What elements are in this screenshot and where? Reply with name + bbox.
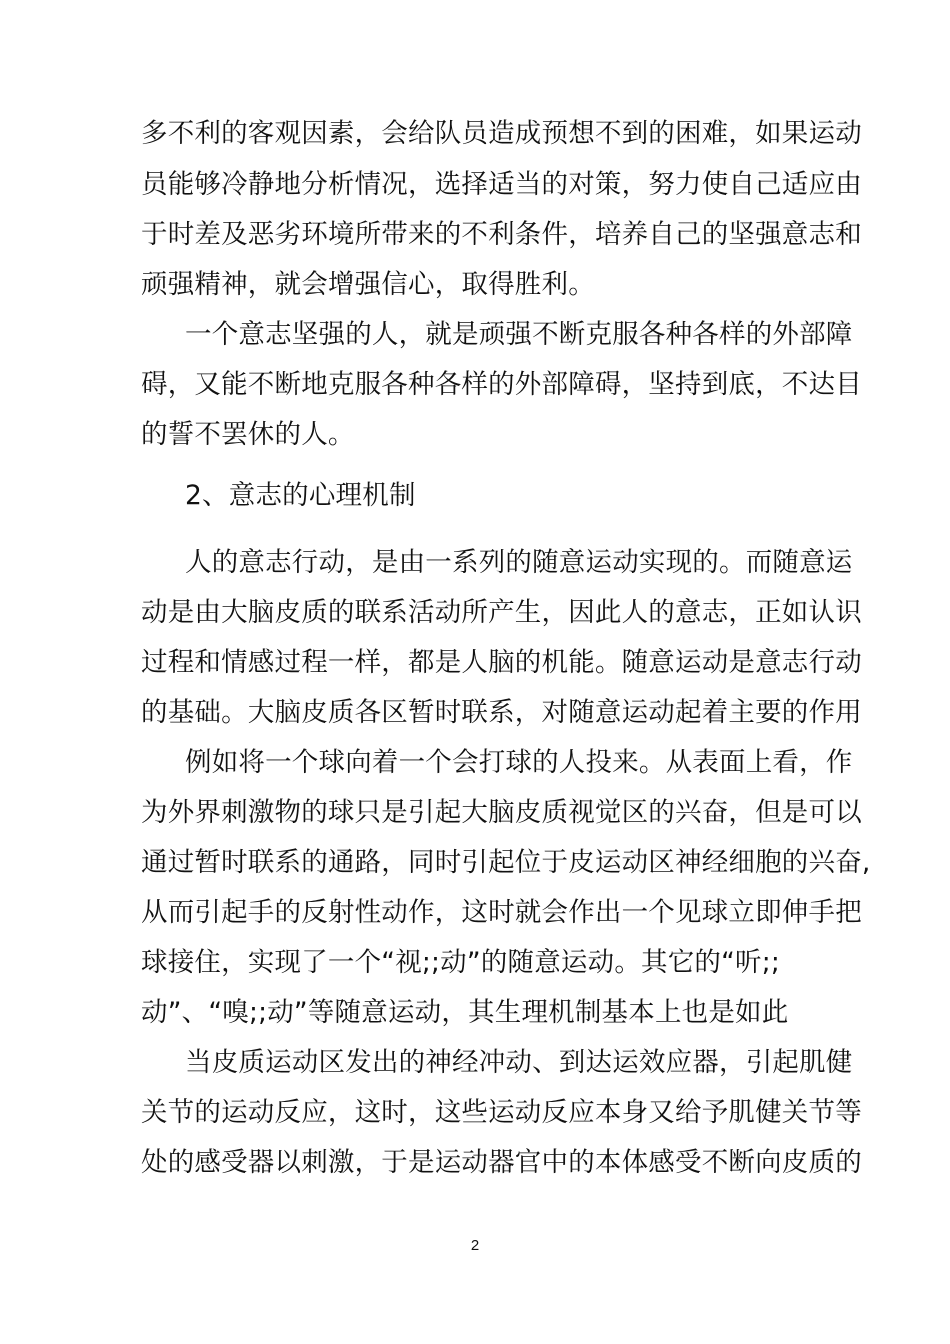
paragraph-line: 的誓不罢休的人。 [141, 419, 355, 450]
paragraph-line: 一个意志坚强的人，就是顽强不断克服各种各样的外部障 [185, 319, 853, 350]
paragraph-line: 通过暂时联系的通路，同时引起位于皮运动区神经细胞的兴奋, [141, 847, 871, 878]
paragraph-line: 人的意志行动，是由一系列的随意运动实现的。而随意运 [185, 547, 853, 578]
paragraph-line: 多不利的客观因素，会给队员造成预想不到的困难，如果运动 [141, 118, 862, 149]
paragraph-line: 为外界刺激物的球只是引起大脑皮质视觉区的兴奋，但是可以 [141, 797, 862, 828]
paragraph-line: 动”、“嗅;;动”等随意运动，其生理机制基本上也是如此 [141, 997, 789, 1028]
paragraph-line: 例如将一个球向着一个会打球的人投来。从表面上看，作 [185, 747, 853, 778]
paragraph-line: 碍，又能不断地克服各种各样的外部障碍，坚持到底，不达目 [141, 369, 862, 400]
paragraph-line: 的基础。大脑皮质各区暂时联系，对随意运动起着主要的作用 [141, 697, 862, 728]
section-heading: 2、意志的心理机制 [185, 480, 416, 511]
paragraph-line: 当皮质运动区发出的神经冲动、到达运效应器，引起肌健 [185, 1047, 853, 1078]
paragraph-line: 顽强精神，就会增强信心，取得胜利。 [141, 269, 595, 300]
page-number: 2 [470, 1237, 480, 1254]
paragraph-line: 处的感受器以刺激，于是运动器官中的本体感受不断向皮质的 [141, 1147, 862, 1178]
paragraph-line: 球接住，实现了一个“视;;动”的随意运动。其它的“听;; [141, 947, 780, 978]
paragraph-line: 过程和情感过程一样，都是人脑的机能。随意运动是意志行动 [141, 647, 862, 678]
paragraph-line: 于时差及恶劣环境所带来的不利条件，培养自己的坚强意志和 [141, 219, 862, 250]
paragraph-line: 动是由大脑皮质的联系活动所产生，因此人的意志，正如认识 [141, 597, 862, 628]
paragraph-line: 关节的运动反应，这时，这些运动反应本身又给予肌健关节等 [141, 1097, 862, 1128]
paragraph-line: 从而引起手的反射性动作，这时就会作出一个见球立即伸手把 [141, 897, 862, 928]
paragraph-line: 员能够冷静地分析情况，选择适当的对策，努力使自己适应由 [141, 169, 862, 200]
